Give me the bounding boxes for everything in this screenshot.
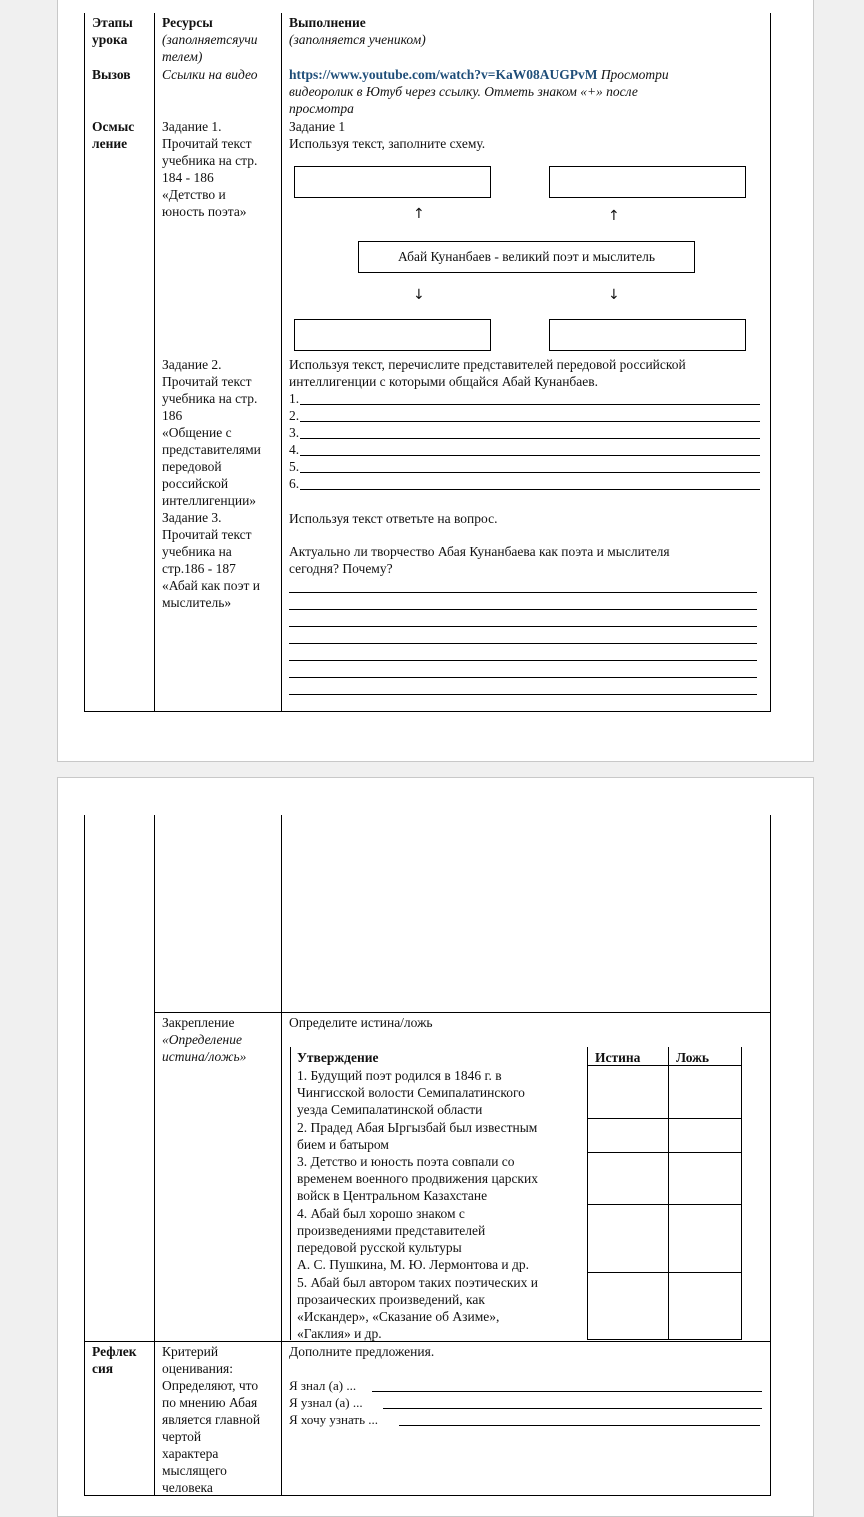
header-stages-1: Этапы bbox=[92, 15, 133, 30]
consolidation-instruction: Определите истина/ложь bbox=[289, 1015, 433, 1030]
challenge-stage: Вызов bbox=[92, 67, 131, 82]
arrow-down-icon: ↓ bbox=[608, 287, 620, 303]
reflection-sentence-1: Я знал (а) ... bbox=[289, 1378, 357, 1393]
scheme-center-text: Абай Кунанбаев - великий поэт и мыслитель bbox=[398, 249, 655, 264]
statement-3-line-2: временем военного продвижения царских bbox=[297, 1171, 538, 1186]
task2-resource-5: «Общение с bbox=[162, 425, 232, 440]
statement-3-line-1: 3. Детство и юность поэта совпали со bbox=[297, 1154, 515, 1169]
task2-resource-8: российской bbox=[162, 476, 229, 491]
answer-line[interactable] bbox=[289, 592, 757, 593]
answer-line[interactable] bbox=[300, 404, 760, 405]
table-divider-2 bbox=[281, 815, 282, 1496]
tf-header-statement: Утверждение bbox=[297, 1050, 379, 1065]
answer-line[interactable] bbox=[300, 438, 760, 439]
task1-resource-1: Задание 1. bbox=[162, 119, 222, 134]
statement-5-line-3: «Искандер», «Сказание об Азиме», bbox=[297, 1309, 500, 1324]
challenge-instruction-line-3: просмотра bbox=[289, 101, 354, 116]
scheme-box-bottom-left[interactable] bbox=[294, 319, 491, 351]
task2-number-4: 4. bbox=[289, 442, 300, 457]
header-execution-note: (заполняется учеником) bbox=[289, 32, 426, 47]
tf-header-true: Истина bbox=[595, 1050, 641, 1065]
arrow-down-icon: ↓ bbox=[413, 287, 425, 303]
table-border-left bbox=[84, 815, 85, 1496]
row-divider-consolidation bbox=[154, 1012, 771, 1013]
scheme-center-box bbox=[358, 241, 695, 273]
task3-instruction: Используя текст ответьте на вопрос. bbox=[289, 511, 498, 526]
answer-line[interactable] bbox=[399, 1425, 760, 1426]
reflection-instruction: Дополните предложения. bbox=[289, 1344, 435, 1359]
tf-table-divider-1 bbox=[587, 1047, 588, 1340]
tf-row-line bbox=[587, 1339, 742, 1340]
task3-resource-6: мыслитель» bbox=[162, 595, 232, 610]
answer-line[interactable] bbox=[289, 694, 757, 695]
table-border-right bbox=[770, 815, 771, 1496]
tf-row-line bbox=[587, 1204, 742, 1205]
task2-resource-9: интеллигенции» bbox=[162, 493, 257, 508]
task3-resource-4: стр.186 - 187 bbox=[162, 561, 236, 576]
consolidation-resource-1: Закрепление bbox=[162, 1015, 235, 1030]
reflection-resource-1: Критерий bbox=[162, 1344, 219, 1359]
answer-line[interactable] bbox=[289, 626, 757, 627]
statement-4-line-1: 4. Абай был хорошо знаком с bbox=[297, 1206, 465, 1221]
answer-line[interactable] bbox=[300, 472, 760, 473]
statement-1-line-3: уезда Семипалатинской области bbox=[297, 1102, 483, 1117]
tf-table-left bbox=[290, 1047, 291, 1340]
arrow-up-icon: ↑ bbox=[608, 208, 620, 224]
task2-number-6: 6. bbox=[289, 476, 300, 491]
reflection-resource-9: человека bbox=[162, 1480, 213, 1495]
challenge-resource: Ссылки на видео bbox=[162, 67, 258, 82]
task1-resource-3: учебника на стр. bbox=[162, 153, 258, 168]
statement-2-line-2: бием и батыром bbox=[297, 1137, 389, 1152]
task3-resource-1: Задание 3. bbox=[162, 510, 222, 525]
task1-resource-6: юность поэта» bbox=[162, 204, 247, 219]
header-execution: Выполнение bbox=[289, 15, 366, 30]
task3-question-1: Актуально ли творчество Абая Кунанбаева как поэта и мыслителя bbox=[289, 544, 670, 559]
comprehension-stage-1: Осмыс bbox=[92, 119, 135, 134]
reflection-stage-1: Рефлек bbox=[92, 1344, 137, 1359]
challenge-instruction-line-2: видеоролик в Ютуб через ссылку. Отметь знаком «+» после bbox=[289, 84, 638, 99]
reflection-resource-7: характера bbox=[162, 1446, 219, 1461]
task2-resource-4: 186 bbox=[162, 408, 183, 423]
task2-resource-2: Прочитай текст bbox=[162, 374, 252, 389]
reflection-resource-3: Определяют, что bbox=[162, 1378, 259, 1393]
answer-line[interactable] bbox=[289, 643, 757, 644]
task2-resource-6: представителями bbox=[162, 442, 261, 457]
task3-question-2: сегодня? Почему? bbox=[289, 561, 393, 576]
task2-instruction-1: Используя текст, перечислите представителей передовой российской bbox=[289, 357, 686, 372]
challenge-instruction-line-1 bbox=[289, 66, 669, 83]
answer-line[interactable] bbox=[300, 455, 760, 456]
tf-row-line bbox=[587, 1272, 742, 1273]
task1-resource-5: «Детство и bbox=[162, 187, 226, 202]
table-border-bottom bbox=[84, 711, 771, 712]
table-divider-1 bbox=[154, 13, 155, 711]
statement-5-line-1: 5. Абай был автором таких поэтических и bbox=[297, 1275, 539, 1290]
statement-5-line-2: прозаических произведений, как bbox=[297, 1292, 485, 1307]
task2-resource-3: учебника на стр. bbox=[162, 391, 258, 406]
statement-4-line-3: передовой русской культуры bbox=[297, 1240, 462, 1255]
tf-table-right bbox=[741, 1047, 742, 1340]
task2-number-5: 5. bbox=[289, 459, 300, 474]
tf-row-line bbox=[587, 1118, 742, 1119]
statement-3-line-3: войск в Центральном Казахстане bbox=[297, 1188, 488, 1203]
scheme-box-top-left[interactable] bbox=[294, 166, 491, 198]
answer-line[interactable] bbox=[383, 1408, 762, 1409]
reflection-sentence-3: Я хочу узнать ... bbox=[289, 1412, 379, 1427]
answer-line[interactable] bbox=[300, 421, 760, 422]
statement-5-line-4: «Гаклия» и др. bbox=[297, 1326, 382, 1341]
tf-header-false: Ложь bbox=[676, 1050, 710, 1065]
arrow-up-icon: ↑ bbox=[413, 206, 425, 222]
task3-resource-5: «Абай как поэт и bbox=[162, 578, 260, 593]
challenge-instruction-text: Просмотри bbox=[600, 67, 669, 82]
task2-instruction-2: интеллигенции с которыми общайся Абай Кунанбаев. bbox=[289, 374, 599, 389]
table-divider-1 bbox=[154, 815, 155, 1496]
table-divider-2 bbox=[281, 13, 282, 711]
reflection-resource-6: чертой bbox=[162, 1429, 202, 1444]
reflection-resource-2: оценивания: bbox=[162, 1361, 234, 1376]
header-resources-note-1: (заполняетсяучи bbox=[162, 32, 258, 47]
header-resources-note-2: телем) bbox=[162, 49, 203, 64]
task2-number-3: 3. bbox=[289, 425, 300, 440]
header-stages-2: урока bbox=[92, 32, 128, 47]
task2-resource-7: передовой bbox=[162, 459, 222, 474]
answer-line[interactable] bbox=[372, 1391, 762, 1392]
answer-line[interactable] bbox=[289, 677, 757, 678]
task2-resource-1: Задание 2. bbox=[162, 357, 222, 372]
reflection-sentence-2: Я узнал (а) ... bbox=[289, 1395, 363, 1410]
statement-1-line-1: 1. Будущий поэт родился в 1846 г. в bbox=[297, 1068, 502, 1083]
table-border-left bbox=[84, 13, 85, 711]
consolidation-resource-3: истина/ложь» bbox=[162, 1049, 247, 1064]
statement-4-line-4: А. С. Пушкина, М. Ю. Лермонтова и др. bbox=[297, 1257, 530, 1272]
task3-resource-3: учебника на bbox=[162, 544, 232, 559]
task1-title: Задание 1 bbox=[289, 119, 346, 134]
comprehension-stage-2: ление bbox=[92, 136, 128, 151]
reflection-resource-5: является главной bbox=[162, 1412, 261, 1427]
task2-number-1: 1. bbox=[289, 391, 300, 406]
consolidation-resource-2: «Определение bbox=[162, 1032, 242, 1047]
scheme-box-top-right[interactable] bbox=[549, 166, 746, 198]
row-divider-reflection bbox=[84, 1341, 771, 1342]
tf-table-divider-2 bbox=[668, 1047, 669, 1340]
reflection-resource-4: по мнению Абая bbox=[162, 1395, 258, 1410]
statement-1-line-2: Чингисской волости Семипалатинского bbox=[297, 1085, 525, 1100]
task1-resource-4: 184 - 186 bbox=[162, 170, 214, 185]
answer-line[interactable] bbox=[300, 489, 760, 490]
video-link[interactable]: https://www.youtube.com/watch?v=KaW08AUGPvM bbox=[289, 67, 598, 82]
header-resources: Ресурсы bbox=[162, 15, 213, 30]
task2-number-2: 2. bbox=[289, 408, 300, 423]
task3-resource-2: Прочитай текст bbox=[162, 527, 252, 542]
task1-instruction: Используя текст, заполните схему. bbox=[289, 136, 486, 151]
statement-2-line-1: 2. Прадед Абая Ыргызбай был известным bbox=[297, 1120, 538, 1135]
answer-line[interactable] bbox=[289, 609, 757, 610]
statement-4-line-2: произведениями представителей bbox=[297, 1223, 486, 1238]
task1-resource-2: Прочитай текст bbox=[162, 136, 252, 151]
scheme-box-bottom-right[interactable] bbox=[549, 319, 746, 351]
reflection-stage-2: сия bbox=[92, 1361, 114, 1376]
reflection-resource-8: мыслящего bbox=[162, 1463, 227, 1478]
answer-line[interactable] bbox=[289, 660, 757, 661]
table-border-right bbox=[770, 13, 771, 711]
tf-row-line bbox=[587, 1152, 742, 1153]
